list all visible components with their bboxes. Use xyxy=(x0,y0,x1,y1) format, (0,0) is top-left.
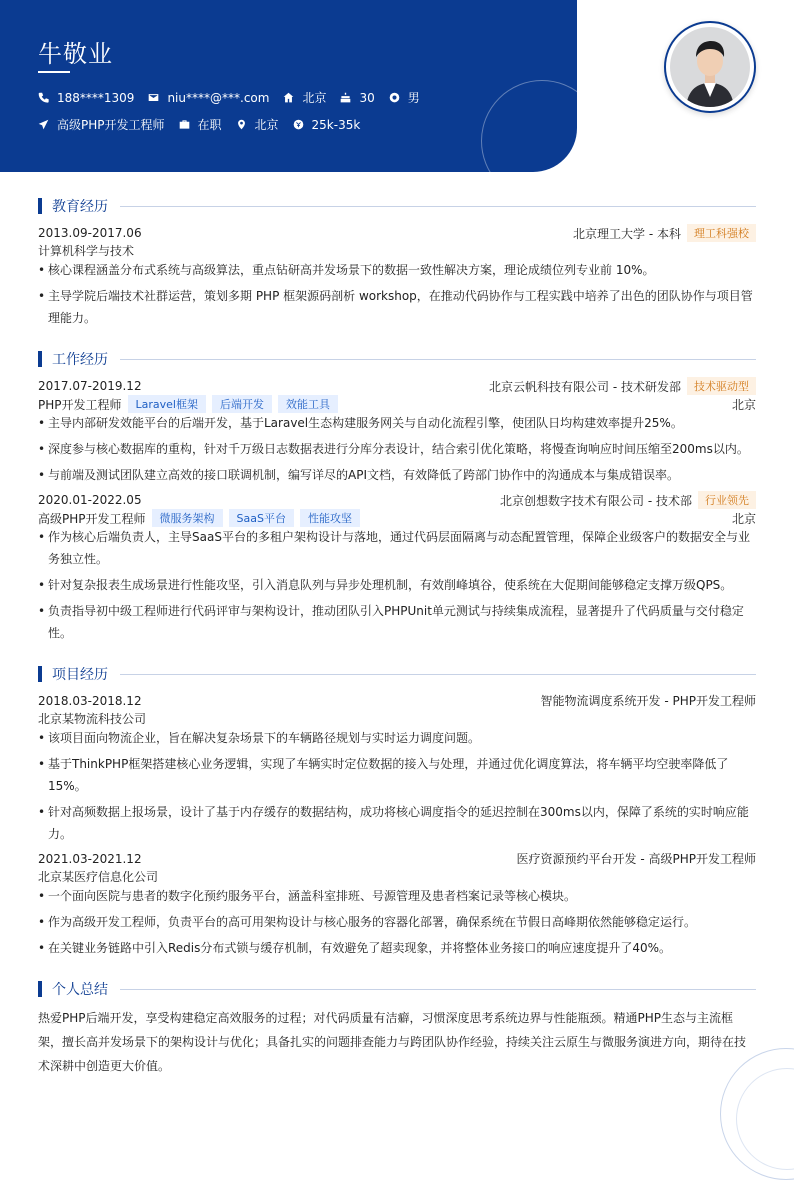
education-school: 北京理工大学 - 本科 xyxy=(573,226,681,241)
skill-tag: 微服务架构 xyxy=(152,509,223,527)
send-icon xyxy=(38,119,49,130)
section-divider xyxy=(120,674,756,675)
work-date: 2020.01-2022.05 xyxy=(38,493,142,507)
education-major-row xyxy=(38,242,756,259)
work-header-row xyxy=(38,377,756,395)
work-bullet: • 主导内部研发效能平台的后端开发，基于Laravel生态构建服务网关与自动化流程引擎，使团队日均构建效率提升25%。 xyxy=(38,412,756,434)
work-title-row xyxy=(38,395,756,413)
project-header-row xyxy=(38,850,756,867)
work-company-tag: 行业领先 xyxy=(698,491,756,509)
phone-text: 188****1309 xyxy=(57,90,135,105)
phone-info xyxy=(38,91,134,105)
skill-tag: SaaS平台 xyxy=(229,509,294,527)
skill-tag: 后端开发 xyxy=(212,395,272,413)
target-city-text: 北京 xyxy=(254,118,279,132)
project-company-row xyxy=(38,868,756,885)
section-label: 教育经历 xyxy=(52,199,108,215)
project-date: 2018.03-2018.12 xyxy=(38,693,142,708)
section-label: 项目经历 xyxy=(52,667,108,683)
section-work-title xyxy=(38,349,756,369)
name-underline xyxy=(38,71,70,73)
section-divider xyxy=(120,989,756,990)
work-header-row xyxy=(38,491,756,509)
salary-text: 25k-35k xyxy=(311,117,361,132)
work-company: 北京创想数字技术有限公司 - 技术部 xyxy=(500,493,692,508)
education-header-row xyxy=(38,224,756,242)
project-company: 北京某物流科技公司 xyxy=(38,712,147,726)
project-header-row xyxy=(38,692,756,709)
home-icon xyxy=(283,92,294,103)
position-info xyxy=(38,116,165,133)
education-major: 计算机科学与技术 xyxy=(38,244,135,258)
work-company: 北京云帆科技有限公司 - 技术研发部 xyxy=(489,379,681,394)
phone-icon xyxy=(38,92,49,103)
status-info xyxy=(179,116,222,133)
skill-tag: 性能攻坚 xyxy=(300,509,360,527)
section-marker xyxy=(38,198,42,214)
city-text: 北京 xyxy=(302,91,327,105)
section-projects-title xyxy=(38,664,756,684)
avatar-frame xyxy=(664,21,756,113)
age-text: 30 xyxy=(359,90,375,105)
section-marker xyxy=(38,351,42,367)
education-date: 2013.09-2017.06 xyxy=(38,226,142,240)
gender-info xyxy=(389,89,420,106)
section-label: 个人总结 xyxy=(52,982,108,998)
project-bullet: • 一个面向医院与患者的数字化预约服务平台，涵盖科室排班、号源管理及患者档案记录等核心模块。 xyxy=(38,885,756,907)
work-date: 2017.07-2019.12 xyxy=(38,379,142,393)
work-title: PHP开发工程师 xyxy=(38,397,122,412)
job-intent-row xyxy=(38,116,374,133)
section-education-title xyxy=(38,196,756,216)
project-date: 2021.03-2021.12 xyxy=(38,851,142,866)
avatar xyxy=(670,27,750,107)
age-info xyxy=(340,91,374,105)
decorative-circle xyxy=(481,80,577,172)
work-bullet: • 深度参与核心数据库的重构，针对千万级日志数据表进行分库分表设计，结合索引优化策略，将慢查询响应时间压缩至200ms以内。 xyxy=(38,438,756,460)
gender-text: 男 xyxy=(407,91,420,105)
project-bullet: • 在关键业务链路中引入Redis分布式锁与缓存机制，有效避免了超卖现象，并将整体业务接口的响应速度提升了40%。 xyxy=(38,937,756,959)
candidate-name: 牛敬业 xyxy=(38,40,113,68)
project-role: 智能物流调度系统开发 - PHP开发工程师 xyxy=(540,694,756,708)
project-bullet: • 作为高级开发工程师，负责平台的高可用架构设计与核心服务的容器化部署，确保系统在节假日高峰期依然能够稳定运行。 xyxy=(38,911,756,933)
summary-text: 热爱PHP后端开发，享受构建稳定高效服务的过程；对代码质量有洁癖，习惯深度思考系统边界与性能瓶颈。精通PHP生态与主流框架，擅长高并发场景下的架构设计与优化；具备扎实的问题排查能力与跨团队协作经验，持续关注云原生与微服务演进方向，期待在技术深耕中创造更大价值。 xyxy=(38,1011,747,1073)
location-pin-icon xyxy=(236,119,247,130)
work-company-tag: 技术驱动型 xyxy=(687,377,756,395)
work-bullet: • 负责指导初中级工程师进行代码评审与架构设计，推动团队引入PHPUnit单元测试与持续集成流程，显著提升了代码质量与交付稳定性。 xyxy=(38,600,756,644)
education-bullet: • 核心课程涵盖分布式系统与高级算法，重点钻研高并发场景下的数据一致性解决方案，理论成绩位列专业前 10%。 xyxy=(38,259,756,281)
salary-icon xyxy=(293,119,304,130)
skill-tag: 效能工具 xyxy=(278,395,338,413)
work-location: 北京 xyxy=(731,397,756,412)
skill-tag: Laravel框架 xyxy=(128,395,206,413)
work-location: 北京 xyxy=(731,511,756,526)
section-summary-title xyxy=(38,979,756,999)
section-divider xyxy=(120,359,756,360)
project-bullet: • 该项目面向物流企业，旨在解决复杂场景下的车辆路径规划与实时运力调度问题。 xyxy=(38,727,756,749)
status-text: 在职 xyxy=(197,118,222,132)
education-bullet: • 主导学院后端技术社群运营，策划多期 PHP 框架源码剖析 workshop，在推动代码协作与工程实践中培养了出色的团队协作与项目管理能力。 xyxy=(38,285,756,329)
salary-info xyxy=(293,118,361,132)
section-divider xyxy=(120,206,756,207)
section-marker xyxy=(38,981,42,997)
project-bullet: • 针对高频数据上报场景，设计了基于内存缓存的数据结构，成功将核心调度指令的延迟控制在300ms以内，保障了系统的实时响应能力。 xyxy=(38,801,756,845)
email-info xyxy=(148,91,269,105)
section-marker xyxy=(38,666,42,682)
section-label: 工作经历 xyxy=(52,352,108,368)
education-tag: 理工科强校 xyxy=(687,224,756,242)
work-title-row xyxy=(38,509,756,527)
project-role: 医疗资源预约平台开发 - 高级PHP开发工程师 xyxy=(516,852,756,866)
work-bullet: • 与前端及测试团队建立高效的接口联调机制，编写详尽的API文档，有效降低了跨部门协作中的沟通成本与集成错误率。 xyxy=(38,464,756,486)
project-bullet: • 基于ThinkPHP框架搭建核心业务逻辑，实现了车辆实时定位数据的接入与处理，并通过优化调度算法，将车辆平均空驶率降低了15%。 xyxy=(38,753,756,797)
email-text: niu****@***.com xyxy=(167,90,270,105)
contact-row xyxy=(38,89,434,106)
project-company: 北京某医疗信息化公司 xyxy=(38,870,159,884)
target-city-info xyxy=(236,116,279,133)
briefcase-icon xyxy=(179,119,190,130)
work-bullet: • 针对复杂报表生成场景进行性能攻坚，引入消息队列与异步处理机制，有效削峰填谷，使系统在大促期间能够稳定支撑万级QPS。 xyxy=(38,574,756,596)
mail-icon xyxy=(148,92,159,103)
city-info xyxy=(283,89,326,106)
work-title: 高级PHP开发工程师 xyxy=(38,511,146,526)
gender-icon xyxy=(389,92,400,103)
project-company-row xyxy=(38,710,756,727)
header-banner xyxy=(0,0,577,172)
cake-icon xyxy=(340,92,351,103)
work-bullet: • 作为核心后端负责人，主导SaaS平台的多租户架构设计与落地，通过代码层面隔离与动态配置管理，保障企业级客户的数据安全与业务独立性。 xyxy=(38,526,756,570)
position-text: 高级PHP开发工程师 xyxy=(57,118,165,132)
